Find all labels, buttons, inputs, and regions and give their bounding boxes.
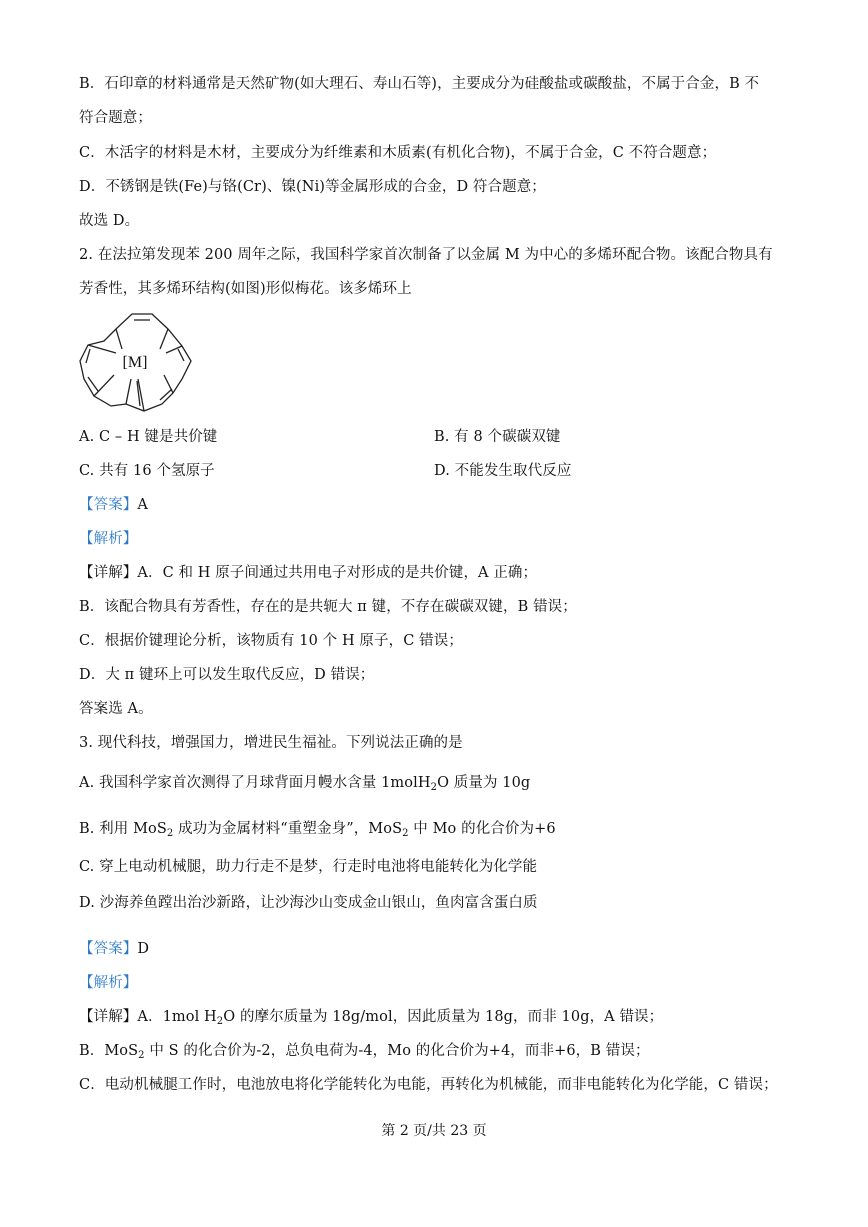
text-line: C．根据价键理论分析，该物质有 10 个 H 原子，C 错误； xyxy=(79,633,463,649)
analysis-line xyxy=(79,529,818,549)
detail-text: A．1mol H xyxy=(137,1009,217,1025)
text-line: 符合题意； xyxy=(79,110,152,126)
option-text: A. 我国科学家首次测得了月球背面月幔水含量 1molH xyxy=(79,775,431,791)
subscript: 2 xyxy=(138,1050,145,1061)
answer-line xyxy=(79,495,818,515)
answer-value: D xyxy=(137,941,150,957)
question-3-stem: 3. 现代科技，增强国力，增进民生福祉。下列说法正确的是 xyxy=(79,735,463,751)
option-b xyxy=(79,819,818,844)
text-line: C．木活字的材料是木材，主要成分为纤维素和木质素(有机化合物)，不属于合金，C 不符合题意； xyxy=(79,145,717,161)
text-line: 答案选 A。 xyxy=(79,701,153,717)
text-line: D．不锈钢是铁(Fe)与铬(Cr)、镍(Ni)等金属形成的合金，D 符合题意； xyxy=(79,179,546,195)
detail-tag: 【详解】 xyxy=(79,565,138,581)
answer-line xyxy=(79,939,818,959)
option-text: 中 Mo 的化合价为+6 xyxy=(408,821,556,837)
subscript: 2 xyxy=(166,828,174,839)
detail-text: B．MoS xyxy=(79,1043,139,1059)
detail-line xyxy=(79,563,818,583)
page-footer: 第 2 页/共 23 页 xyxy=(381,1123,487,1139)
detail-tag: 【详解】 xyxy=(79,1009,138,1025)
option-a: A. C – H 键是共价键 xyxy=(79,429,218,445)
subscript: 2 xyxy=(430,782,438,793)
option-b: B. 有 8 个碳碳双键 xyxy=(434,429,561,445)
option-a xyxy=(79,773,818,798)
detail-line xyxy=(79,1007,818,1032)
text-line: D．大 π 键环上可以发生取代反应，D 错误； xyxy=(79,667,375,683)
option-row xyxy=(79,427,818,447)
metal-center-label: [M] xyxy=(122,354,148,371)
analysis-tag: 【解析】 xyxy=(79,975,138,991)
detail-text: O 的摩尔质量为 18g/mol，因此质量为 18g，而非 10g，A 错误； xyxy=(223,1009,664,1025)
analysis-line xyxy=(79,973,818,993)
option-d: D. 不能发生取代反应 xyxy=(434,463,572,479)
question-2-stem: 2. 在法拉第发现苯 200 周年之际，我国科学家首次制备了以金属 M 为中心的多烯环配合物。该配合物具有 xyxy=(79,247,773,263)
option-d: D. 沙海养鱼蹚出治沙新路，让沙海沙山变成金山银山，鱼肉富含蛋白质 xyxy=(79,895,538,911)
option-row xyxy=(79,461,818,481)
detail-line xyxy=(79,1041,818,1066)
polyene-ring-figure xyxy=(76,311,194,419)
option-c: C. 穿上电动机械腿，助力行走不是梦，行走时电池将电能转化为化学能 xyxy=(79,859,538,875)
subscript: 2 xyxy=(402,828,409,839)
text-line: B．该配合物具有芳香性，存在的是共轭大 π 键，不存在碳碳双键，B 错误； xyxy=(79,599,577,615)
detail-text: 中 S 的化合价为-2，总负电荷为-4，Mo 的化合价为+4，而非+6，B 错误； xyxy=(144,1043,650,1059)
text-line: C．电动机械腿工作时，电池放电将化学能转化为电能，再转化为机械能，而非电能转化为化学能，C 错误； xyxy=(79,1077,778,1093)
answer-tag: 【答案】 xyxy=(79,941,138,957)
option-c: C. 共有 16 个氢原子 xyxy=(79,463,215,479)
option-text: O 质量为 10g xyxy=(437,775,531,791)
text-line: B．石印章的材料通常是天然矿物(如大理石、寿山石等)，主要成分为硅酸盐或碳酸盐，不属于合金，B 不 xyxy=(79,76,760,92)
option-text: 成功为金属材料“重塑金身”，MoS xyxy=(173,821,403,837)
subscript: 2 xyxy=(216,1016,224,1027)
option-text: B. 利用 MoS xyxy=(79,821,167,837)
question-2-stem: 芳香性，其多烯环结构(如图)形似梅花。该多烯环上 xyxy=(79,281,412,297)
answer-value: A xyxy=(137,497,148,513)
analysis-tag: 【解析】 xyxy=(79,531,138,547)
text-line: 故选 D。 xyxy=(79,213,140,229)
detail-text: A．C 和 H 原子间通过共用电子对形成的是共价键，A 正确； xyxy=(137,565,538,581)
answer-tag: 【答案】 xyxy=(79,497,138,513)
